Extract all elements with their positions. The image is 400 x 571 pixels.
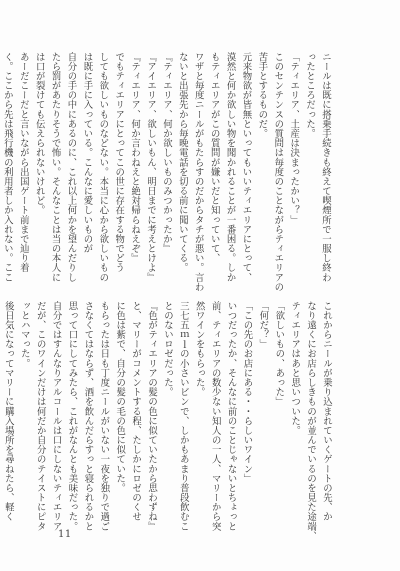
text-column: なり遠くにお店らしきものが並んでいるのを見た途端、 xyxy=(305,301,317,541)
page-number: 11 xyxy=(58,529,72,540)
text-column: 『ティエリア、何か欲しいものみつかったか』 xyxy=(160,52,172,254)
text-column: 三七五ｍｌの小さいビンで、しかもあまり普段飲むこ xyxy=(177,301,189,532)
text-column: ッとハマった。 xyxy=(18,301,30,369)
text-column: 漠然と何か欲しい物を聞かれることが一番困る。しか xyxy=(224,52,236,283)
text-column: は口が裂けても伝えられないけれど。 xyxy=(33,52,45,216)
text-column: 「この先のお店にある・・らしいワイン」 xyxy=(241,301,253,484)
text-column: 「何だ？」 xyxy=(257,301,269,349)
text-column: は既に手に入っている。こんなに愛しいものが xyxy=(81,52,93,254)
text-column: 元来物欲が皆無といってもいいティエリアにとって、 xyxy=(240,52,252,283)
text-column: 『アイエリア、欲しいもん、明日までに考えとけよ』 xyxy=(145,52,157,283)
text-column: 「欲しいもの、あった」 xyxy=(273,301,285,407)
text-column: 自分ではすんなりアルコールは口にしないティエリア xyxy=(50,301,62,532)
text-column: 然ワインをもらった。 xyxy=(193,301,205,397)
text-column: 「ティエリア、土産は決まったかい？」 xyxy=(288,52,300,225)
text-column: だが、このワインだけは何だか自分のテイストにピタ xyxy=(34,301,46,532)
text-column: 苦手とするものだ。 xyxy=(256,52,268,139)
text-block-top xyxy=(1,52,333,292)
text-column: 『ティエリア、何か言わねえと絶対帰らねえぞ』 xyxy=(129,52,141,263)
text-column: このセンテンスの質問は毎度のことながらティエリアの xyxy=(272,52,284,292)
text-column: しても欲しいものなどない。本当に心から欲しいもの xyxy=(97,52,109,283)
text-column: でもティエリアにとってこの世に存在する物でどう xyxy=(113,52,125,273)
text-column: もらったは日も丁度ニールがいない一夜を独りで過ご xyxy=(98,301,110,532)
text-column: 自分の手の中にあるのに、これ以上何かを望んだりし xyxy=(65,52,77,283)
text-column: 『色がティエリアの髪の色に似ていたから思わずね』 xyxy=(146,301,158,532)
text-column: とのないロゼだった。 xyxy=(161,301,173,397)
text-column: これからニールが乗り込まれていくゲートの先、か xyxy=(321,301,332,522)
text-column: あーだこーだと言いながら出国ゲート前まで辿り着 xyxy=(17,52,29,273)
text-column: く。ここから先は飛行機の利用者しか入れない。ここ xyxy=(1,52,13,283)
text-column: に色は紫で、自分の髪の毛の色に似ていた。 xyxy=(114,301,126,493)
text-column: いつだったか、そんなに前のことじゃないとちょっと xyxy=(225,301,237,532)
text-column: 後日気になってマリーに購入場所を尋ねたら、軽く xyxy=(2,301,14,522)
text-column: 思って口にしてみたら、これがなんとも美味だった。 xyxy=(66,301,78,532)
text-column: と、マリーがコメントする程、たしかにロゼのくせ xyxy=(130,301,142,522)
text-column: もティエリアがこの質問が嫌いだと知っていて、 xyxy=(208,52,220,263)
text-column: ないと出張先から毎晩電話を切る前に聞いてくる。 xyxy=(176,52,188,273)
text-column: ワザと毎度ニールがもたらすのだからタチが悪い。言わ xyxy=(192,52,204,292)
text-column: たら罰があたりそうで怖い。そんなことは当の本人に xyxy=(49,52,61,283)
text-column: ったところだった。 xyxy=(304,52,316,139)
text-column: さなくてはならず、酒を飲んだらすっと寝られるかと xyxy=(82,301,94,532)
text-column: ニールは既に搭乗手続きも終えて喫煙所で一服し終わ xyxy=(320,52,331,283)
text-column: ティエリアはあと思いついた。 xyxy=(289,301,301,436)
text-column: 前、ティエリアの数少ない知人の一人、マリーから突 xyxy=(209,301,221,532)
